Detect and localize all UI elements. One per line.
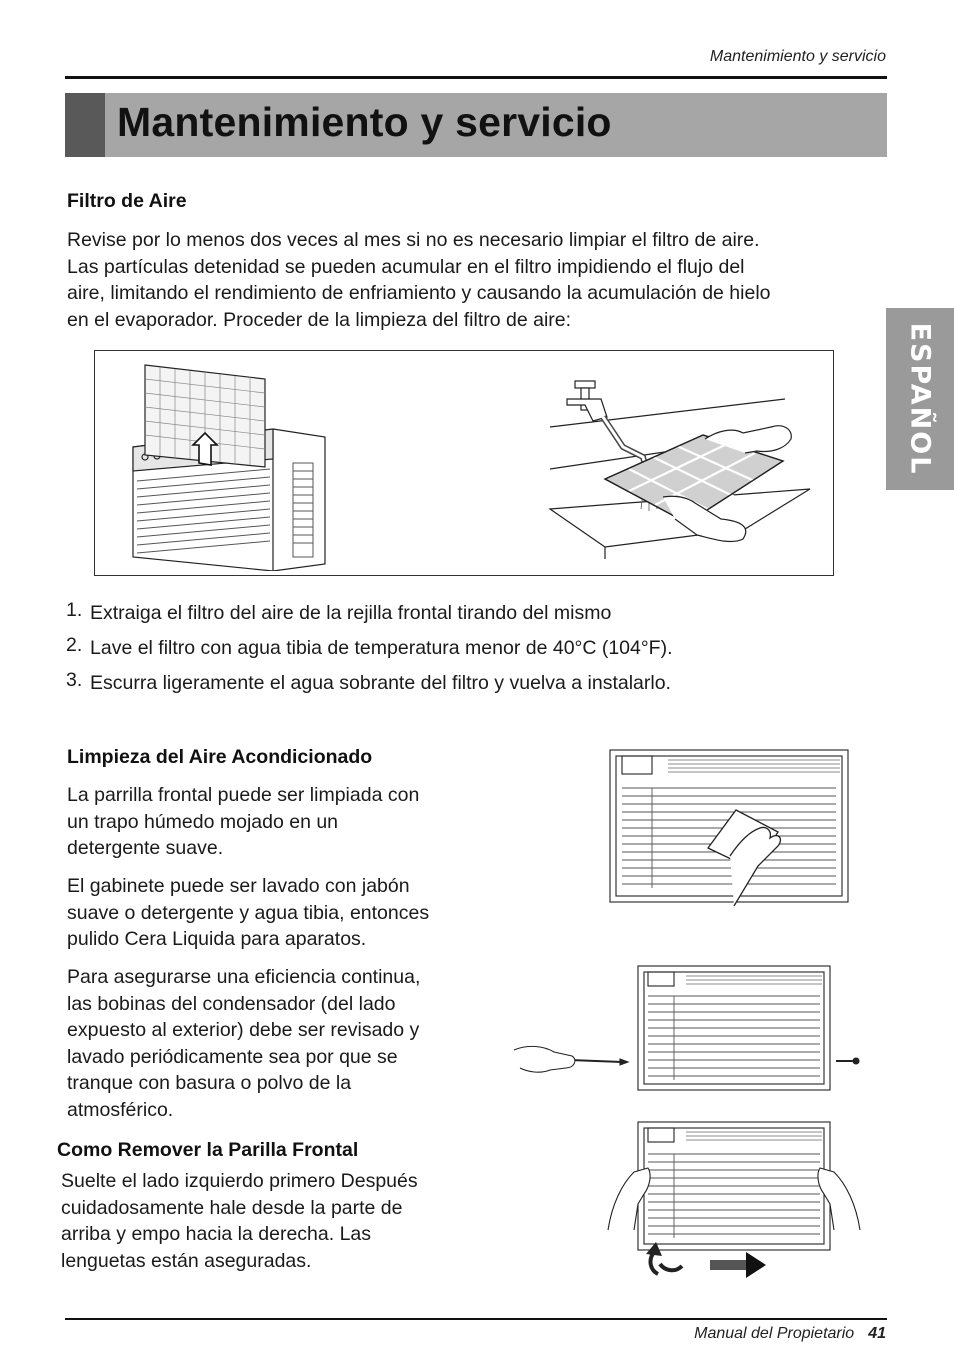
grille-removal-illustration <box>600 1120 868 1280</box>
cleaning-line: expuesto al exterior) debe ser revisado y <box>67 1019 420 1041</box>
cleaning-line: detergente suave. <box>67 837 224 859</box>
cleaning-paragraph-2 <box>67 873 487 953</box>
wiping-grille-illustration <box>608 748 850 906</box>
step-number: 2. <box>66 634 83 656</box>
cleaning-line: pulido Cera Liquida para aparatos. <box>67 928 367 950</box>
remove-grille-heading: Como Remover la Parilla Frontal <box>57 1139 359 1161</box>
step-number: 3. <box>66 669 83 691</box>
footer-manual-title: Manual del Propietario <box>694 1325 855 1342</box>
language-side-tab <box>886 308 954 490</box>
cleaning-line: El gabinete puede ser lavado con jabón <box>67 875 410 897</box>
ac-filter-removal-illustration <box>115 359 355 571</box>
cleaning-line: La parrilla frontal puede ser limpiada con <box>67 784 420 806</box>
cleaning-line: Para asegurarse una eficiencia continua, <box>67 966 421 988</box>
language-tab-label: ESPAÑOL <box>904 322 936 476</box>
page-title: Mantenimiento y servicio <box>117 99 612 145</box>
top-rule <box>65 76 887 79</box>
filter-washing-illustration <box>545 369 811 559</box>
step-text: Extraiga el filtro del aire de la rejilla frontal tirando del mismo <box>90 602 612 624</box>
step-text: Escurra ligeramente el agua sobrante del filtro y vuelva a instalarlo. <box>90 672 671 694</box>
page-number: 41 <box>868 1325 886 1342</box>
title-accent-block <box>65 93 105 157</box>
cleaning-heading: Limpieza del Aire Acondicionado <box>67 746 373 768</box>
cleaning-line: tranque con basura o polvo de la <box>67 1072 352 1094</box>
step-item <box>66 629 826 664</box>
air-filter-line: Las partículas detenidad se pueden acumular en el filtro impidiendo el flujo del <box>67 255 745 278</box>
running-head: Mantenimiento y servicio <box>709 48 886 65</box>
step-item <box>66 664 826 699</box>
cleaning-line: las bobinas del condensador (del lado <box>67 992 396 1015</box>
air-filter-line: en el evaporador. Proceder de la limpieza del filtro de aire: <box>67 308 572 331</box>
title-bar <box>65 93 887 157</box>
filter-figure-box <box>94 350 834 576</box>
cleaning-paragraph-3 <box>67 964 487 1123</box>
cleaning-line: atmosférico. <box>67 1098 174 1121</box>
remove-grille-line: cuidadosamente hale desde la parte de <box>61 1196 403 1219</box>
cleaning-line: un trapo húmedo mojado en un <box>67 810 339 833</box>
remove-grille-line: Suelte el lado izquierdo primero Después <box>61 1170 418 1192</box>
cleaning-line: suave o detergente y agua tibia, entonces <box>67 901 430 924</box>
air-filter-line: aire, limitando el rendimiento de enfriamiento y causando la acumulación de hielo <box>67 282 771 304</box>
remove-grille-line: lenguetas están aseguradas. <box>61 1249 312 1272</box>
footer <box>694 1325 886 1343</box>
cleaning-line: lavado periódicamente sea por que se <box>67 1045 398 1068</box>
cleaning-paragraph-1 <box>67 782 487 862</box>
step-text: Lave el filtro con agua tibia de temperatura menor de 40°C (104°F). <box>90 637 673 659</box>
coil-cleaning-illustration <box>510 964 866 1092</box>
air-filter-intro <box>67 227 887 333</box>
bottom-rule <box>65 1318 887 1320</box>
step-number: 1. <box>66 599 83 621</box>
air-filter-heading: Filtro de Aire <box>67 190 187 212</box>
filter-steps-list <box>66 594 826 699</box>
air-filter-line: Revise por lo menos dos veces al mes si no es necesario limpiar el filtro de aire. <box>67 229 760 251</box>
step-item <box>66 594 826 629</box>
remove-grille-line: arriba y empo hacia la derecha. Las <box>61 1223 372 1245</box>
remove-grille-text <box>61 1168 481 1274</box>
